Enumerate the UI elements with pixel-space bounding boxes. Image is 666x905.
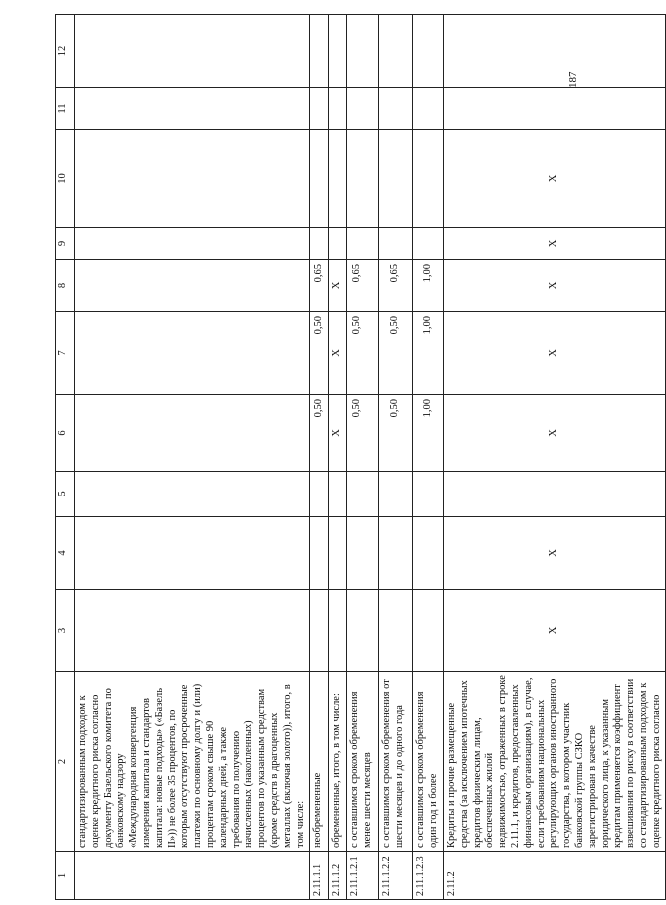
cell-col7	[75, 312, 310, 395]
row-description: с оставшимся сроком обременения один год и более	[413, 672, 444, 852]
cell-col8: 1,00	[413, 260, 444, 312]
cell-col8: X	[329, 260, 347, 312]
cell-col7: 0,50	[379, 312, 413, 395]
cell-col7: 0,50	[347, 312, 379, 395]
cell-col7: X	[329, 312, 347, 395]
row-code: 2.11.1.2.1	[347, 852, 379, 900]
rotated-table-frame	[55, 15, 662, 900]
table-row	[310, 15, 329, 900]
cell-col4	[75, 517, 310, 590]
row-code: 2.11.2	[443, 852, 666, 900]
cell-col6: 1,00	[413, 395, 444, 472]
cell-col9	[347, 228, 379, 260]
column-header: 11	[56, 88, 75, 130]
cell-col12	[329, 15, 347, 88]
cell-col5	[379, 472, 413, 517]
cell-col10	[413, 130, 444, 228]
cell-col12	[310, 15, 329, 88]
cell-col8: 0,65	[347, 260, 379, 312]
cell-col12	[347, 15, 379, 88]
cell-col6: X	[443, 395, 666, 472]
column-header: 9	[56, 228, 75, 260]
cell-col8: 0,65	[379, 260, 413, 312]
cell-col4	[329, 517, 347, 590]
cell-col8	[75, 260, 310, 312]
cell-col9	[379, 228, 413, 260]
cell-col3	[329, 590, 347, 672]
cell-col12	[413, 15, 444, 88]
column-header: 12	[56, 15, 75, 88]
row-description: с оставшимся сроком обременения менее шести месяцев	[347, 672, 379, 852]
cell-col4	[413, 517, 444, 590]
cell-col11	[329, 88, 347, 130]
table-row	[413, 15, 444, 900]
cell-col10	[329, 130, 347, 228]
column-header: 5	[56, 472, 75, 517]
cell-col10	[310, 130, 329, 228]
table-row	[443, 15, 666, 900]
cell-col9	[75, 228, 310, 260]
cell-col11	[347, 88, 379, 130]
table-row	[347, 15, 379, 900]
cell-col11	[443, 88, 666, 130]
cell-col6: 0,50	[347, 395, 379, 472]
cell-col11	[379, 88, 413, 130]
column-header: 6	[56, 395, 75, 472]
cell-col12	[443, 15, 666, 88]
cell-col9	[310, 228, 329, 260]
cell-col12	[75, 15, 310, 88]
cell-col3	[379, 590, 413, 672]
row-description: обремененные, итого, в том числе:	[329, 672, 347, 852]
cell-col11	[310, 88, 329, 130]
column-header: 4	[56, 517, 75, 590]
table-row	[379, 15, 413, 900]
cell-col9: X	[443, 228, 666, 260]
cell-col5	[347, 472, 379, 517]
row-description: Кредиты и прочие размещенные средства (за исключением ипотечных кредитов физическим лицам, обеспеченных жилой недвижимостью, отраженных в строке 2.11.1, и кредитов, предоставленных финансовым организациям), в случае, если требованиям национальных регулирующих органов иностранного государства, в котором участник банковской группы СЗКО зарегистрирован в качестве юридического лица, к указанным кредитам применяется коэффициент взвешивания по риску в соответствии со стандартизированным подходом к оценке кредитного риска согласно	[443, 672, 666, 852]
cell-col4: X	[443, 517, 666, 590]
cell-col11	[75, 88, 310, 130]
cell-col7: X	[443, 312, 666, 395]
row-description: необремененные	[310, 672, 329, 852]
cell-col6	[75, 395, 310, 472]
cell-col5	[413, 472, 444, 517]
cell-col11	[413, 88, 444, 130]
row-description: с оставшимся сроком обременения от шести месяцев и до одного года	[379, 672, 413, 852]
column-header: 3	[56, 590, 75, 672]
column-header: 7	[56, 312, 75, 395]
cell-col10	[379, 130, 413, 228]
cell-col10: X	[443, 130, 666, 228]
cell-col3	[310, 590, 329, 672]
cell-col8: 0,65	[310, 260, 329, 312]
row-code	[75, 852, 310, 900]
row-code: 2.11.1.1	[310, 852, 329, 900]
cell-col9	[413, 228, 444, 260]
cell-col10	[75, 130, 310, 228]
row-code: 2.11.1.2.3	[413, 852, 444, 900]
column-header: 2	[56, 672, 75, 852]
cell-col5	[310, 472, 329, 517]
cell-col9	[329, 228, 347, 260]
table-row	[329, 15, 347, 900]
ratios-table	[55, 14, 666, 900]
cell-col4	[347, 517, 379, 590]
cell-col5	[75, 472, 310, 517]
cell-col8: X	[443, 260, 666, 312]
cell-col7: 1,00	[413, 312, 444, 395]
cell-col4	[310, 517, 329, 590]
row-code: 2.11.1.2.2	[379, 852, 413, 900]
cell-col5	[329, 472, 347, 517]
cell-col3	[413, 590, 444, 672]
page-number: 187	[567, 71, 579, 88]
cell-col12	[379, 15, 413, 88]
cell-col5	[443, 472, 666, 517]
column-header: 1	[56, 852, 75, 900]
table-row	[75, 15, 310, 900]
column-header: 8	[56, 260, 75, 312]
cell-col6: 0,50	[379, 395, 413, 472]
cell-col6: X	[329, 395, 347, 472]
row-description: стандартизированным подходом к оценке кредитного риска согласно документу Базельского комитета по банковскому надзору «Международная конвергенция измерения капитала и стандартов капитала: новые подходы» («Базель II»)) не более 35 процентов, по которым отсутствуют просроченные платежи по основному долгу и (или) процентам сроком свыше 90 календарных дней, а также требования по получению начисленных (накопленных) процентов по указанным средствам (кроме средств в драгоценных металлах (включая золото)), итого, в том числе:	[75, 672, 310, 852]
cell-col6: 0,50	[310, 395, 329, 472]
cell-col4	[379, 517, 413, 590]
column-header: 10	[56, 130, 75, 228]
cell-col3	[75, 590, 310, 672]
cell-col10	[347, 130, 379, 228]
cell-col3: X	[443, 590, 666, 672]
header-row	[56, 15, 75, 900]
cell-col7: 0,50	[310, 312, 329, 395]
row-code: 2.11.1.2	[329, 852, 347, 900]
cell-col3	[347, 590, 379, 672]
